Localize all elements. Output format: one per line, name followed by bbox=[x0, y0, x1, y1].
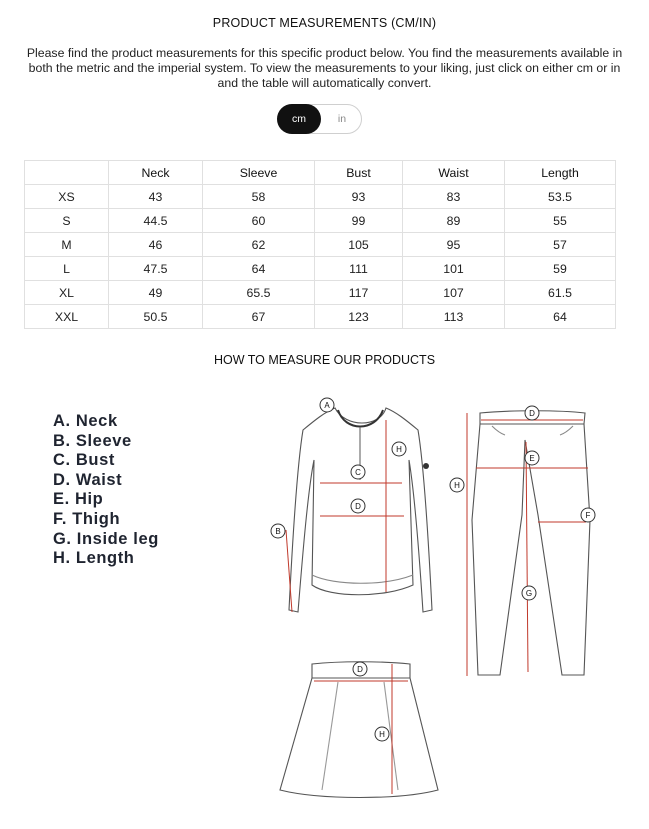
table-cell: 57 bbox=[505, 233, 616, 257]
table-cell: 107 bbox=[403, 281, 505, 305]
unit-cm-button[interactable]: cm bbox=[277, 104, 321, 134]
table-cell: 44.5 bbox=[109, 209, 203, 233]
legend-item: G. Inside leg bbox=[53, 529, 159, 548]
table-cell: 113 bbox=[403, 305, 505, 329]
table-cell: 61.5 bbox=[505, 281, 616, 305]
legend-item: A. Neck bbox=[53, 412, 118, 430]
table-cell: XXL bbox=[25, 305, 109, 329]
table-cell: 89 bbox=[403, 209, 505, 233]
marker-label: D bbox=[355, 502, 361, 511]
marker-label: H bbox=[396, 445, 402, 454]
table-cell: 64 bbox=[505, 305, 616, 329]
table-row bbox=[25, 233, 616, 257]
measurement-diagram bbox=[0, 380, 649, 820]
table-cell: 65.5 bbox=[203, 281, 315, 305]
marker-label: C bbox=[355, 468, 361, 477]
table-row bbox=[25, 209, 616, 233]
table-cell: XL bbox=[25, 281, 109, 305]
intro-text: Please find the product measurements for this specific product below. You find the measurements available in both the metric and the imperial system. To view the measurements to your liking, just click on either cm or in and the table will automatically convert. bbox=[26, 46, 623, 90]
marker-label: F bbox=[585, 511, 591, 520]
unit-toggle bbox=[277, 104, 362, 134]
column-header: Bust bbox=[315, 161, 403, 185]
table-cell: 53.5 bbox=[505, 185, 616, 209]
marker-label: A bbox=[324, 401, 330, 410]
marker-label: E bbox=[529, 454, 535, 463]
table-cell: 64 bbox=[203, 257, 315, 281]
legend-item: D. Waist bbox=[53, 470, 123, 489]
marker-label: D bbox=[529, 409, 535, 418]
table-cell: 105 bbox=[315, 233, 403, 257]
table-row bbox=[25, 281, 616, 305]
table-cell: 59 bbox=[505, 257, 616, 281]
legend-item: F. Thigh bbox=[53, 509, 121, 528]
table-cell: 101 bbox=[403, 257, 505, 281]
table-cell: 43 bbox=[109, 185, 203, 209]
marker-label: B bbox=[275, 527, 281, 536]
legend-item: C. Bust bbox=[53, 451, 115, 470]
table-cell: S bbox=[25, 209, 109, 233]
how-to-measure-title: HOW TO MEASURE OUR PRODUCTS bbox=[213, 353, 436, 367]
table-cell: L bbox=[25, 257, 109, 281]
marker-label: D bbox=[357, 665, 363, 674]
column-header bbox=[25, 161, 109, 185]
table-cell: 111 bbox=[315, 257, 403, 281]
table-cell: 49 bbox=[109, 281, 203, 305]
table-cell: 55 bbox=[505, 209, 616, 233]
marker-label: G bbox=[525, 589, 533, 598]
column-header: Sleeve bbox=[203, 161, 315, 185]
size-table bbox=[24, 160, 616, 329]
table-cell: 123 bbox=[315, 305, 403, 329]
table-cell: 50.5 bbox=[109, 305, 203, 329]
table-cell: 83 bbox=[403, 185, 505, 209]
column-header: Length bbox=[505, 161, 616, 185]
table-row bbox=[25, 305, 616, 329]
table-cell: 47.5 bbox=[109, 257, 203, 281]
skirt-measure-lines bbox=[314, 664, 408, 794]
table-cell: 95 bbox=[403, 233, 505, 257]
table-cell: 67 bbox=[203, 305, 315, 329]
column-header: Waist bbox=[403, 161, 505, 185]
skirt-sketch bbox=[280, 662, 438, 798]
skirt-markers bbox=[353, 662, 389, 741]
table-cell: 60 bbox=[203, 209, 315, 233]
legend-item: E. Hip bbox=[53, 490, 104, 509]
table-cell: 117 bbox=[315, 281, 403, 305]
legend-item: B. Sleeve bbox=[53, 431, 132, 450]
table-row bbox=[25, 257, 616, 281]
column-header: Neck bbox=[109, 161, 203, 185]
table-cell: 46 bbox=[109, 233, 203, 257]
legend-item: H. Length bbox=[53, 549, 135, 568]
table-cell: 62 bbox=[203, 233, 315, 257]
table-cell: XS bbox=[25, 185, 109, 209]
table-header-row bbox=[25, 161, 616, 185]
marker-label: H bbox=[454, 481, 460, 490]
logo-dot-icon bbox=[423, 463, 429, 469]
marker-label: H bbox=[379, 730, 385, 739]
table-row bbox=[25, 185, 616, 209]
pants-sketch bbox=[472, 411, 590, 675]
unit-in-button[interactable]: in bbox=[337, 113, 347, 125]
page-title: PRODUCT MEASUREMENTS (CM/IN) bbox=[212, 16, 437, 30]
table-cell: 58 bbox=[203, 185, 315, 209]
table-cell: 93 bbox=[315, 185, 403, 209]
table-cell: 99 bbox=[315, 209, 403, 233]
table-cell: M bbox=[25, 233, 109, 257]
